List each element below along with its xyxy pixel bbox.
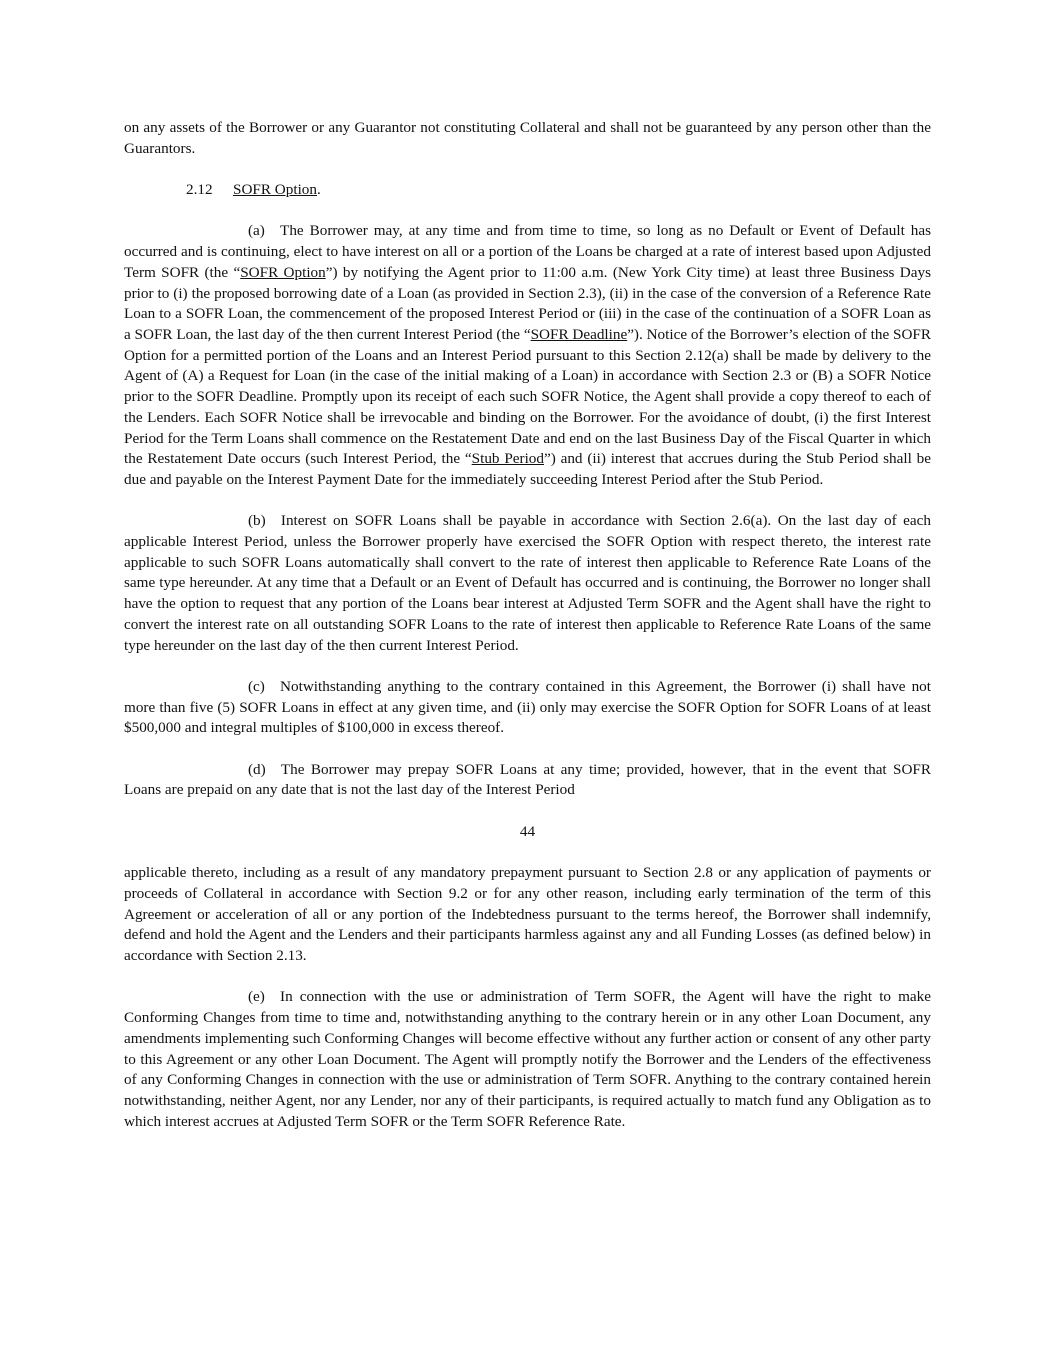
section-heading xyxy=(124,180,931,201)
continuation-paragraph: on any assets of the Borrower or any Guarantor not constituting Collateral and shall not be guaranteed by any person other than the Guarantors. xyxy=(124,119,931,157)
defined-term-sofr-deadline: SOFR Deadline xyxy=(530,326,628,343)
paragraph-a-text-2: ”) by notifying the Agent prior to 11:00 a.m. (New York City time) at least three Business Days prior to (i) the proposed borrowing date of a Loan (as provided in Section 2.3), (ii) in the case of the conversion of a Reference Rate Loan to a SOFR Loan, the commencement of the proposed Interest Period or (iii) in the case of the continuation of a SOFR Loan as a SOFR Loan, the last day of the then current Interest Period (the “ xyxy=(124,263,931,343)
paragraph-d-continued: applicable thereto, including as a result of any mandatory prepayment pursuant to Section 2.8 or any application of payments or proceeds of Collateral in accordance with Section 9.2 or for any other reason, including early termination of the term of this Agreement or acceleration of all or any portion of the Indebtedness pursuant to the terms hereof, the Borrower shall indemnify, defend and hold the Agent and the Lenders and their participants harmless against any and all Funding Losses (as defined below) in accordance with Section 2.13. xyxy=(124,864,931,965)
page-number: 44 xyxy=(519,822,536,840)
paragraph-a-text-4: ”) and (ii) interest that accrues during the Stub Period shall be due and payable on the Interest Payment Date for the immediately succeeding Interest Period after the Stub Period. xyxy=(124,450,931,488)
defined-term-sofr-option: SOFR Option xyxy=(240,263,326,281)
section-title: SOFR Option xyxy=(233,181,317,199)
paragraph-c: (c) Notwithstanding anything to the contrary contained in this Agreement, the Borrower (i) shall have not more than five (5) SOFR Loans in effect at any given time, and (ii) only may exercise the SOFR Option for SOFR Loans of at least $500,000 and integral multiples of $100,000 in excess thereof. xyxy=(124,677,931,737)
paragraph-e: (e) In connection with the use or administration of Term SOFR, the Agent will have the right to make Conforming Changes from time to time and, notwithstanding anything to the contrary herein or in any other Loan Document, any amendments implementing such Conforming Changes will become effective without any further action or consent of any other party to this Agreement or any other Loan Document. The Agent will promptly notify the Borrower and the Lenders of the effectiveness of any Conforming Changes in connection with the use or administration of Term SOFR. Anything to the contrary contained herein notwithstanding, neither Agent, nor any Lender, nor any of their participants, is required actually to match fund any Obligation as to which interest accrues at Adjusted Term SOFR or the Term SOFR Reference Rate. xyxy=(124,988,931,1130)
defined-term-stub-period: Stub Period xyxy=(471,450,544,468)
paragraph-b: (b) Interest on SOFR Loans shall be payable in accordance with Section 2.6(a). On the last day of each applicable Interest Period, unless the Borrower properly have exercised the SOFR Option with respect thereto, the interest rate applicable to such SOFR Loans automatically shall convert to the rate of interest then applicable to Reference Rate Loans of the same type hereunder. At any time that a Default or an Event of Default has occurred and is continuing, the Borrower no longer shall have the option to request that any portion of the Loans bear interest at Adjusted Term SOFR and the Agent shall have the right to convert the interest rate on all outstanding SOFR Loans to the rate of interest then applicable to Reference Rate Loans of the same type hereunder on the last day of the then current Interest Period. xyxy=(124,512,931,654)
section-title-period: . xyxy=(316,181,321,199)
paragraph-d: (d) The Borrower may prepay SOFR Loans at any time; provided, however, that in the event that SOFR Loans are prepaid on any date that is not the last day of the Interest Period xyxy=(124,760,931,799)
section-number: 2.12 xyxy=(186,181,213,199)
paragraph-a-text-1: (a) The Borrower may, at any time and from time to time, so long as no Default or Event of Default has occurred and is continuing, elect to have interest on all or a portion of the Loans be charged at a rate of interest based upon Adjusted Term SOFR (the “ xyxy=(124,222,931,281)
paragraph-a xyxy=(124,221,931,490)
document-page xyxy=(124,118,931,1132)
paragraph-a-text-3: ”). Notice of the Borrower’s election of the SOFR Option for a permitted portion of the Loans and an Interest Period pursuant to this Section 2.12(a) shall be made by delivery to the Agent of (A) a Request for Loan (in the case of the initial making of a Loan) in accordance with Section 2.3 or (B) a SOFR Notice prior to the SOFR Deadline. Promptly upon its receipt of each such SOFR Notice, the Agent shall provide a copy thereof to each of the Lenders. Each SOFR Notice shall be irrevocable and binding on the Borrower. For the avoidance of doubt, (i) the first Interest Period for the Term Loans shall commence on the Restatement Date and end on the last Business Day of the Fiscal Quarter in which the Restatement Date occurs (such Interest Period, the “ xyxy=(124,326,932,468)
